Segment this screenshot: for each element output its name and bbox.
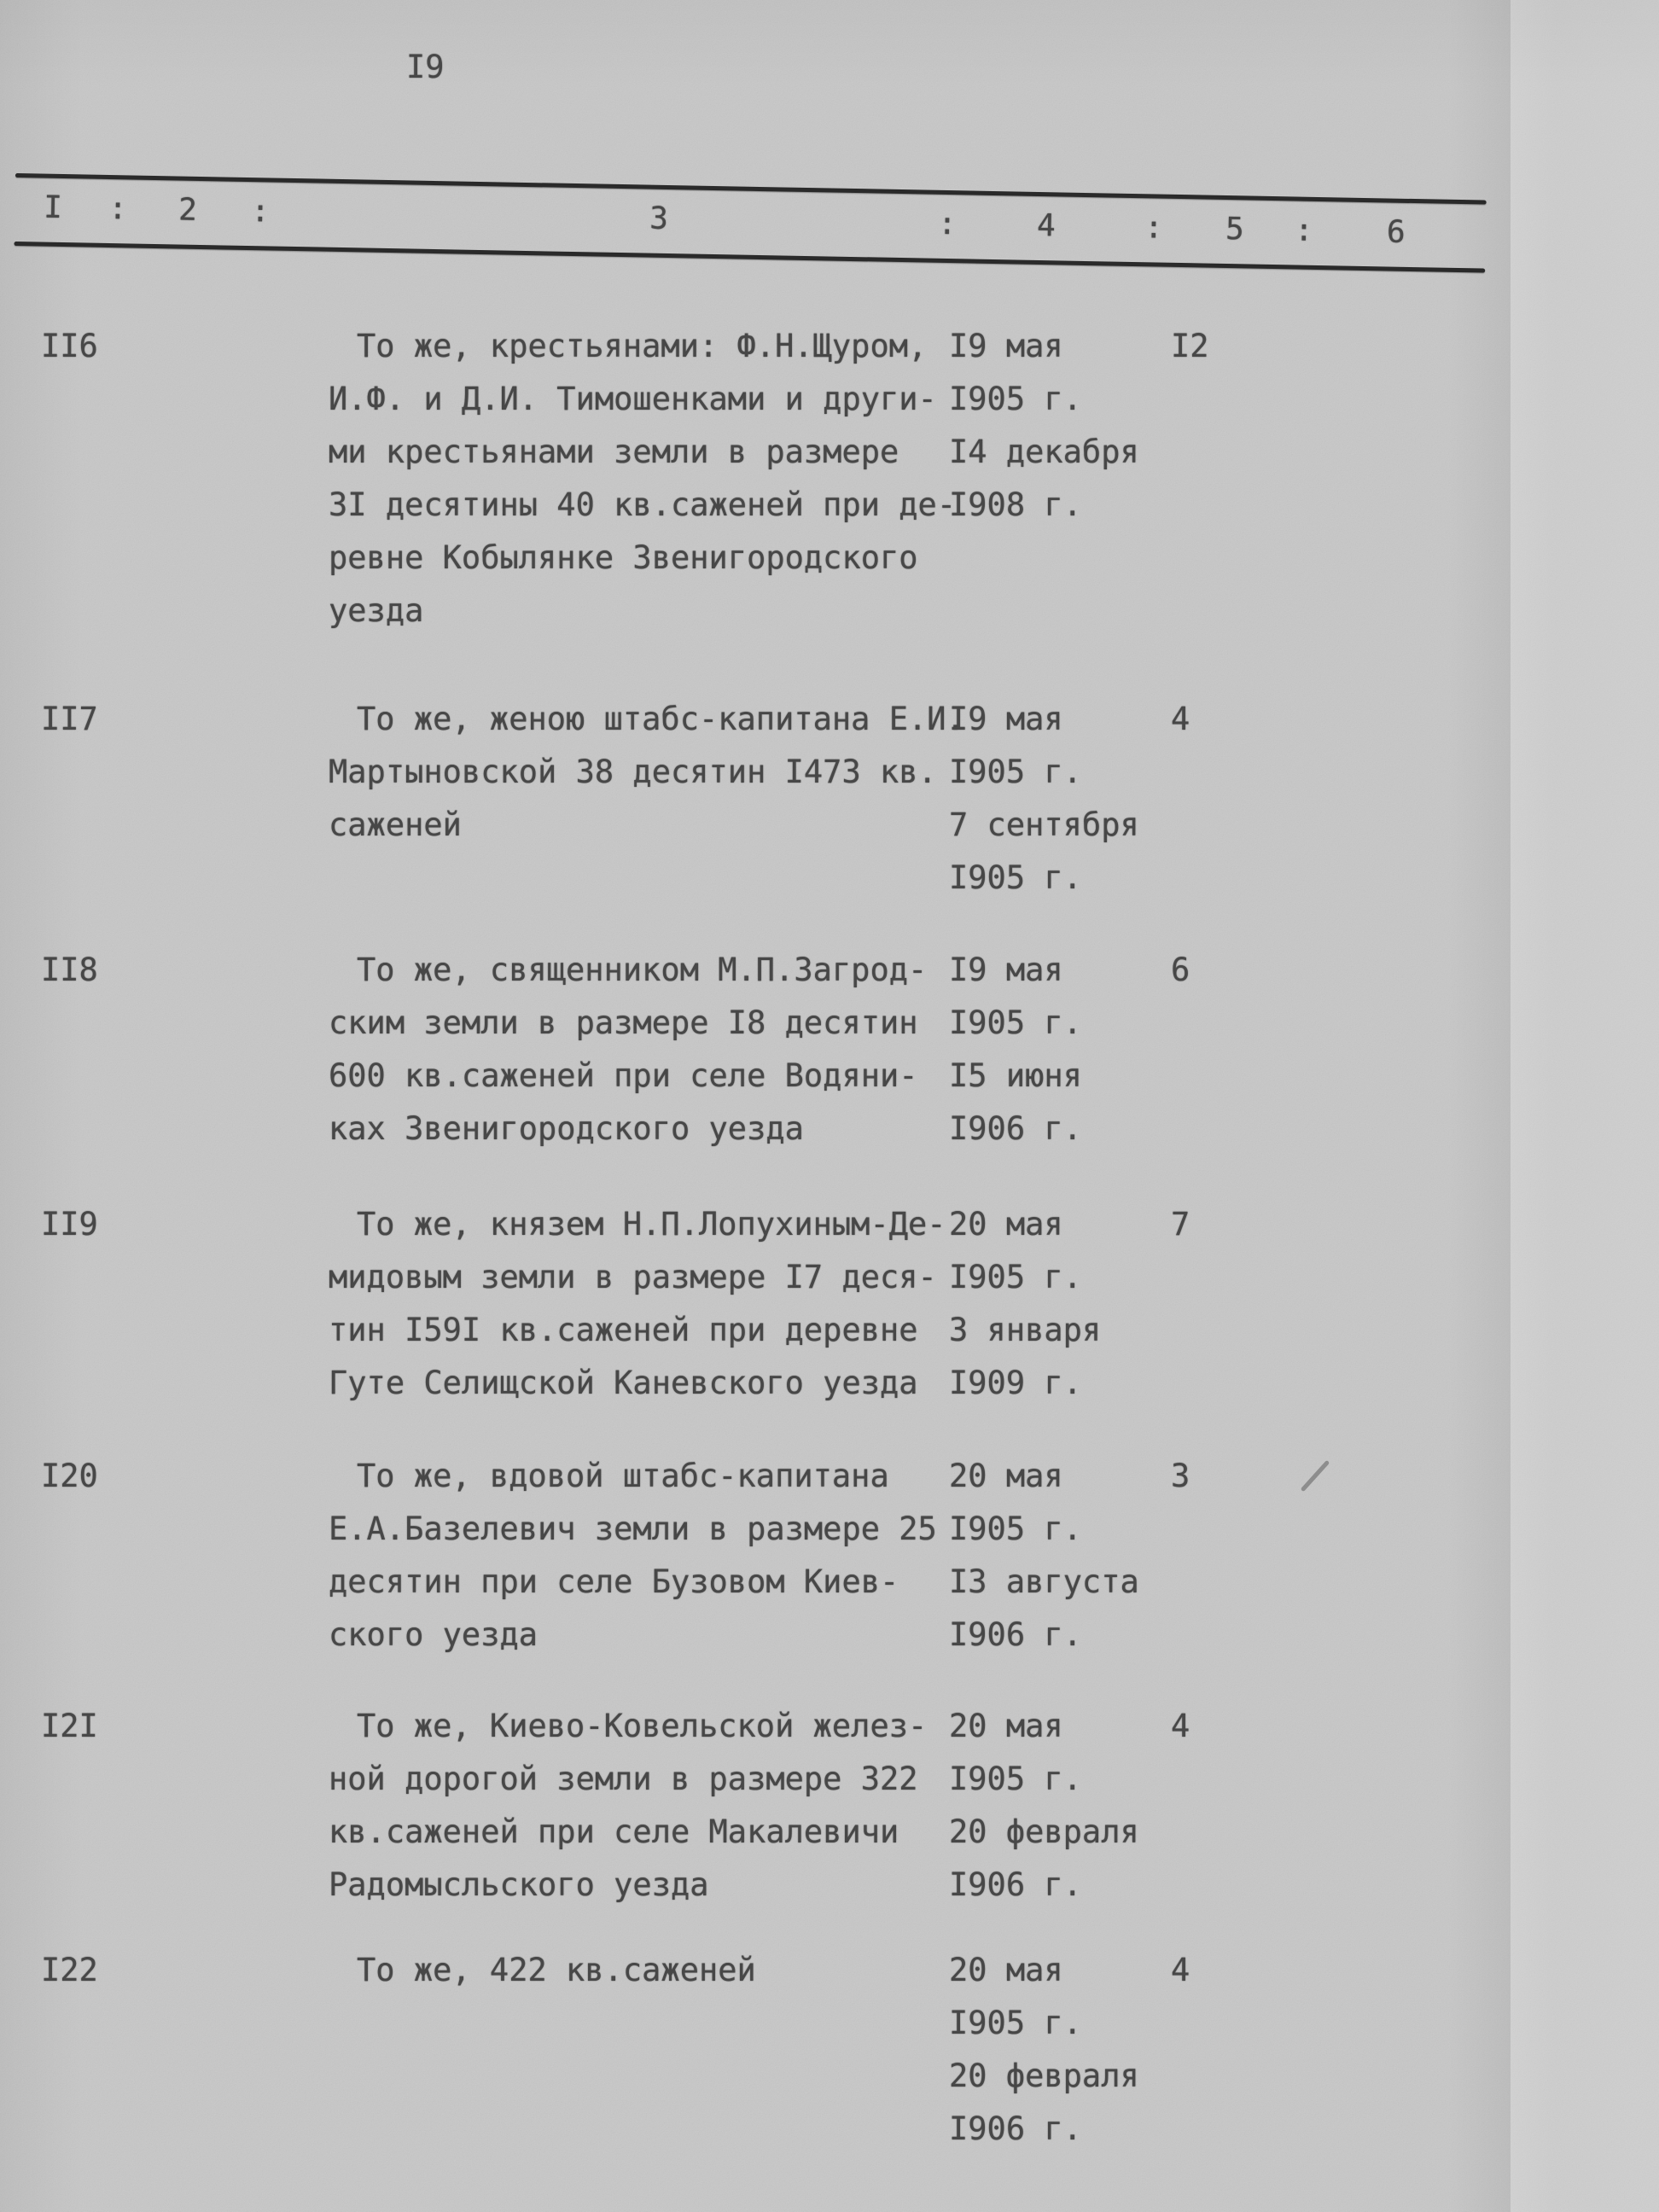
row-dates	[949, 1700, 1179, 1912]
row-count: 4	[1171, 701, 1190, 737]
table-row	[0, 320, 1659, 637]
row-dates	[949, 1450, 1179, 1662]
description-line: То же, вдовой штабс-капитана	[357, 1458, 889, 1494]
row-number: II6	[41, 328, 98, 364]
column-separator: :	[937, 206, 958, 242]
description-line: ского уезда	[329, 1616, 538, 1653]
date-line: I905 г.	[949, 1004, 1082, 1041]
row-count: 7	[1171, 1206, 1190, 1243]
date-line: I9 мая	[949, 328, 1063, 364]
row-description	[329, 1944, 964, 1997]
row-count: I2	[1171, 328, 1209, 364]
column-separator: :	[1144, 210, 1164, 246]
description-line: Мартыновской 38 десятин I473 кв.	[329, 754, 937, 790]
description-line: Е.А.Базелевич земли в размере 25	[329, 1511, 937, 1547]
row-dates	[949, 1944, 1179, 2156]
description-line: десятин при селе Бузовом Киев-	[329, 1563, 899, 1600]
date-line: I905 г.	[949, 859, 1082, 896]
description-line: То же, священником М.П.Загрод-	[357, 952, 928, 988]
table-row	[0, 1198, 1659, 1410]
description-line: И.Ф. и Д.И. Тимошенками и други-	[329, 381, 937, 417]
description-line: мидовым земли в размере I7 деся-	[329, 1259, 937, 1295]
date-line: I906 г.	[949, 1110, 1082, 1147]
date-line: I5 июня	[949, 1057, 1082, 1094]
page-number: I9	[406, 49, 445, 85]
description-line: 3I десятины 40 кв.саженей при де-	[329, 486, 957, 523]
date-line: I905 г.	[949, 1511, 1082, 1547]
description-line: уезда	[329, 592, 424, 629]
row-dates	[949, 944, 1179, 1155]
description-line: То же, князем Н.П.Лопухиным-Де-	[357, 1206, 946, 1243]
date-line: I905 г.	[949, 381, 1082, 417]
description-line: То же, женою штабс-капитана Е.И.	[357, 701, 965, 737]
row-description	[329, 1450, 964, 1662]
column-header-2: 2	[178, 192, 198, 228]
column-separator: :	[250, 194, 271, 230]
row-number: II8	[41, 952, 98, 988]
row-number: I2I	[41, 1708, 98, 1744]
description-line: ским земли в размере I8 десятин	[329, 1004, 918, 1041]
row-number: II9	[41, 1206, 98, 1243]
row-description	[329, 1198, 964, 1410]
row-description	[329, 320, 964, 637]
date-line: I3 августа	[949, 1563, 1139, 1600]
row-description	[329, 1700, 964, 1912]
header-rule-bottom	[14, 242, 1485, 273]
date-line: I905 г.	[949, 1259, 1082, 1295]
date-line: 20 февраля	[949, 2058, 1139, 2094]
date-line: 20 мая	[949, 1206, 1063, 1243]
column-header-5: 5	[1225, 211, 1245, 247]
table-row	[0, 1450, 1659, 1662]
date-line: I909 г.	[949, 1365, 1082, 1401]
description-line: кв.саженей при селе Макалевичи	[329, 1813, 899, 1850]
table-header-band	[14, 173, 1487, 307]
header-rule-top	[15, 173, 1487, 205]
row-dates	[949, 693, 1179, 905]
description-line: ной дорогой земли в размере 322	[329, 1761, 918, 1797]
row-count: 4	[1171, 1952, 1190, 1988]
description-line: ревне Кобылянке Звенигородского	[329, 539, 918, 576]
table-row	[0, 693, 1659, 905]
description-line: ми крестьянами земли в размере	[329, 434, 899, 470]
date-line: I905 г.	[949, 1761, 1082, 1797]
column-header-1: I	[43, 189, 63, 226]
table-row	[0, 1700, 1659, 1912]
row-dates	[949, 1198, 1179, 1410]
description-line: Гуте Селищской Каневского уезда	[329, 1365, 918, 1401]
row-count: 3	[1171, 1458, 1190, 1494]
description-line: Радомысльского уезда	[329, 1866, 709, 1903]
column-header-3: 3	[649, 201, 669, 237]
column-header-6: 6	[1386, 214, 1406, 250]
column-header-4: 4	[1036, 207, 1057, 244]
row-number: I20	[41, 1458, 98, 1494]
description-line: ках Звенигородского уезда	[329, 1110, 804, 1147]
row-number: II7	[41, 701, 98, 737]
date-line: I908 г.	[949, 486, 1082, 523]
row-count: 4	[1171, 1708, 1190, 1744]
row-number: I22	[41, 1952, 98, 1988]
date-line: 20 мая	[949, 1708, 1063, 1744]
date-line: 20 февраля	[949, 1813, 1139, 1850]
column-separator: :	[108, 191, 128, 227]
description-line: саженей	[329, 806, 462, 843]
row-dates	[949, 320, 1179, 532]
description-line: тин I59I кв.саженей при деревне	[329, 1312, 918, 1348]
table-row	[0, 1944, 1659, 2156]
row-description	[329, 944, 964, 1155]
date-line: I905 г.	[949, 2005, 1082, 2041]
date-line: 7 сентября	[949, 806, 1139, 843]
date-line: I4 декабря	[949, 434, 1139, 470]
description-line: То же, крестьянами: Ф.Н.Щуром,	[357, 328, 928, 364]
date-line: I9 мая	[949, 701, 1063, 737]
description-line: 600 кв.саженей при селе Водяни-	[329, 1057, 918, 1094]
description-line: То же, 422 кв.саженей	[357, 1952, 756, 1988]
date-line: I906 г.	[949, 2110, 1082, 2147]
date-line: I9 мая	[949, 952, 1063, 988]
table-row	[0, 944, 1659, 1155]
row-description	[329, 693, 964, 852]
date-line: 20 мая	[949, 1952, 1063, 1988]
date-line: I906 г.	[949, 1616, 1082, 1653]
row-count: 6	[1171, 952, 1190, 988]
date-line: 3 января	[949, 1312, 1102, 1348]
date-line: 20 мая	[949, 1458, 1063, 1494]
date-line: I906 г.	[949, 1866, 1082, 1903]
column-separator: :	[1294, 212, 1314, 248]
date-line: I905 г.	[949, 754, 1082, 790]
description-line: То же, Киево-Ковельской желез-	[357, 1708, 928, 1744]
